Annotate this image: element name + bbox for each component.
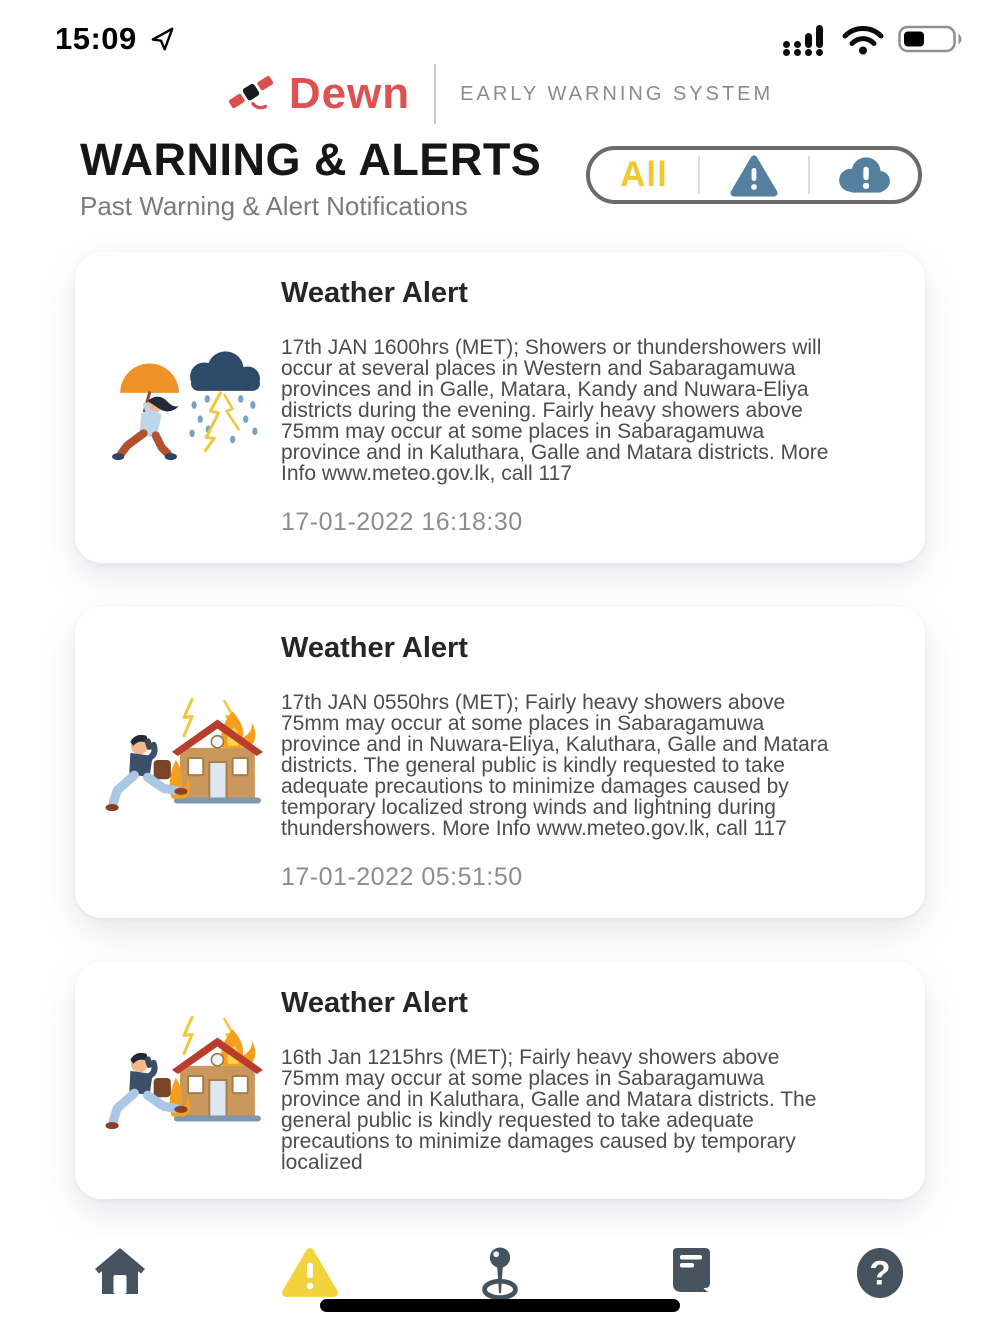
tab-location-button[interactable] bbox=[442, 1246, 558, 1302]
tab-help-button[interactable] bbox=[822, 1246, 938, 1302]
tab-row bbox=[0, 1238, 1000, 1302]
status-left bbox=[55, 21, 175, 57]
alert-body: 16th Jan 1215hrs (MET); Fairly heavy showers above 75mm may occur at some places in Sabaragamuwa province and in Kaluthara, Galle and Matara districts. The general public is kindly requested to take adequate precautions to minimize damages caused by temporary localized bbox=[281, 1046, 817, 1174]
alert-title: Weather Alert bbox=[281, 987, 468, 1019]
alert-card[interactable] bbox=[75, 962, 925, 1199]
alert-illustration bbox=[95, 984, 273, 1173]
burning-house-illustration bbox=[103, 695, 265, 827]
tab-bar bbox=[0, 1238, 1000, 1334]
header-divider bbox=[434, 64, 436, 124]
status-time: 15:09 bbox=[55, 21, 137, 56]
filter-all-label: All bbox=[620, 155, 668, 194]
home-indicator bbox=[320, 1299, 680, 1312]
filter-warnings-button[interactable] bbox=[700, 150, 808, 200]
alert-content bbox=[273, 274, 899, 537]
page-subtitle: Past Warning & Alert Notifications bbox=[80, 191, 468, 221]
cellular-signal-icon bbox=[780, 22, 828, 56]
page-title-block bbox=[80, 134, 541, 222]
location-arrow-icon bbox=[149, 26, 175, 52]
alert-content bbox=[273, 984, 899, 1173]
warning-triangle-icon bbox=[730, 153, 778, 197]
rain-storm-illustration bbox=[103, 340, 265, 472]
alert-card[interactable] bbox=[75, 252, 925, 563]
brand-tagline: EARLY WARNING SYSTEM bbox=[460, 82, 774, 105]
tab-guide-button[interactable] bbox=[632, 1246, 748, 1302]
alert-content bbox=[273, 629, 899, 892]
location-pin-icon bbox=[474, 1246, 526, 1302]
tab-home-button[interactable] bbox=[62, 1246, 178, 1302]
brand-name: Dewn bbox=[288, 69, 411, 118]
wifi-icon bbox=[841, 23, 885, 55]
app-header bbox=[0, 64, 1000, 124]
home-icon bbox=[94, 1246, 146, 1296]
alert-list bbox=[75, 252, 925, 1243]
alert-card[interactable] bbox=[75, 607, 925, 918]
svg-text:?: ? bbox=[869, 1254, 891, 1293]
page-head bbox=[80, 134, 922, 222]
alert-body: 17th JAN 1600hrs (MET); Showers or thundershowers will occur at several places in Western and Sabaragamuwa provinces and in Galle, Matara, Kandy and Nuwara-Eliya districts during the evening. Fairly heavy showers above 75mm may occur at some places in Sabaragamuwa province and in Kaluthara, Galle and Matara districts. More Info www.meteo.gov.lk, call 117 bbox=[281, 336, 829, 485]
alert-timestamp: 17-01-2022 16:18:30 bbox=[281, 508, 523, 536]
alert-body: 17th JAN 0550hrs (MET); Fairly heavy showers above 75mm may occur at some places in Sabaragamuwa province and in Nuwara-Eliya, Kaluthara, Galle and Matara districts. The general public is kindly requested to take adequate precautions to minimize damages caused by temporary localized strong winds and lightning during thundershowers. More Info www.meteo.gov.lk, call 117 bbox=[281, 691, 829, 840]
filter-weather-alerts-button[interactable] bbox=[810, 150, 918, 200]
alert-timestamp: 17-01-2022 05:51:50 bbox=[281, 863, 523, 891]
filter-all-button[interactable] bbox=[590, 150, 698, 200]
alert-title: Weather Alert bbox=[281, 277, 468, 309]
guide-book-icon bbox=[664, 1246, 716, 1296]
cloud-alert-icon bbox=[835, 154, 893, 196]
alert-illustration bbox=[95, 629, 273, 892]
burning-house-illustration bbox=[103, 1013, 265, 1145]
battery-icon bbox=[898, 23, 964, 55]
satellite-icon bbox=[227, 71, 275, 117]
alert-filter-toggle[interactable] bbox=[586, 146, 922, 204]
alert-illustration bbox=[95, 274, 273, 537]
page-title: WARNING & ALERTS bbox=[80, 134, 542, 185]
tab-alerts-button[interactable] bbox=[252, 1246, 368, 1302]
alert-title: Weather Alert bbox=[281, 632, 468, 664]
help-icon bbox=[855, 1246, 905, 1300]
status-bar bbox=[0, 16, 1000, 62]
warning-triangle-icon bbox=[281, 1246, 339, 1298]
status-right bbox=[780, 22, 964, 56]
